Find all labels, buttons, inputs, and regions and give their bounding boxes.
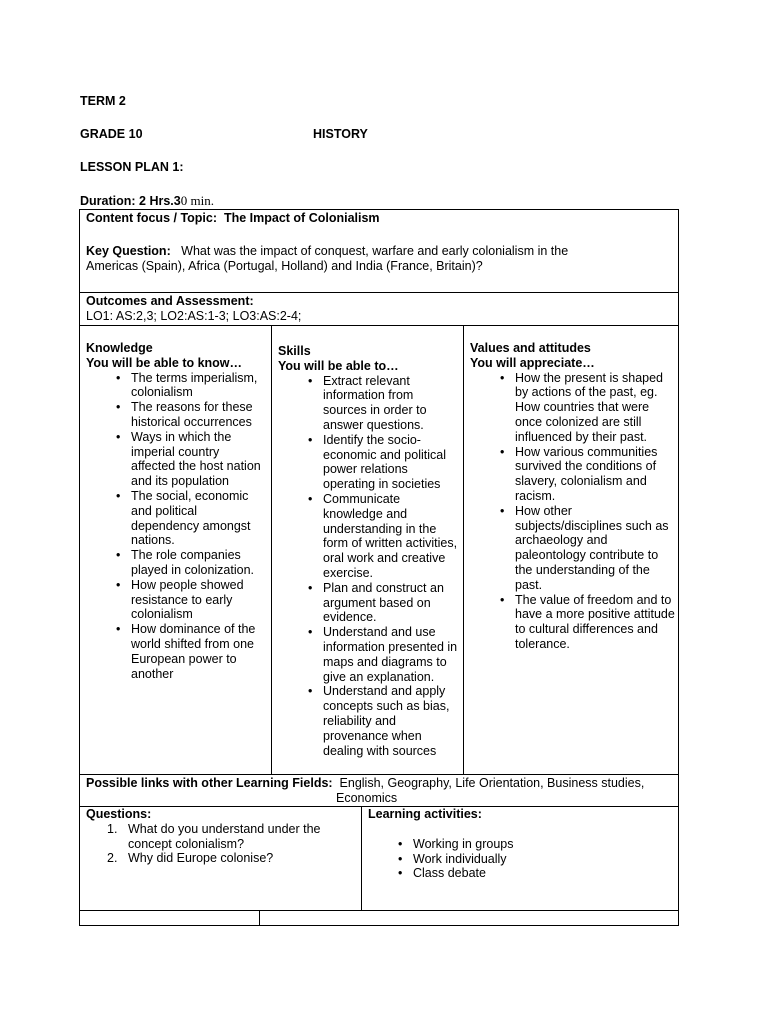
key-question-line [86, 244, 671, 259]
question-number: 2. [107, 851, 118, 866]
skills-item: • Identify the socio-economic and political power relations operating in societies [301, 433, 458, 492]
topic-title: The Impact of Colonialism [223, 211, 380, 225]
knowledge-subtitle: You will be able to know… [86, 355, 243, 370]
knowledge-item: • How dominance of the world shifted from one European power to another [109, 622, 266, 681]
values-item: • The value of freedom and to have a more positive attitude to cultural differences and tolerance. [493, 593, 675, 652]
values-item: • How other subjects/disciplines such as archaeology and paleontology contribute to the understanding of the past. [493, 504, 675, 593]
column-divider [271, 325, 272, 774]
links-fields: English, Geography, Life Orientation, Business studies, [339, 776, 645, 790]
knowledge-item: • The terms imperialism, colonialism [109, 371, 266, 401]
key-question-text: What was the impact of conquest, warfare and early colonialism in the [181, 243, 569, 258]
values-cell [470, 341, 675, 652]
values-item: • How various communities survived the conditions of slavery, colonialism and racism. [493, 445, 675, 504]
content-focus-line [86, 211, 671, 226]
activities-list [368, 837, 673, 881]
duration-heading [80, 193, 214, 209]
row-divider [79, 774, 679, 775]
duration-tail: 0 min. [180, 193, 214, 208]
key-question-label: Key Question: [86, 243, 171, 258]
questions-list [86, 822, 358, 866]
key-question-text-cont: Americas (Spain), Africa (Portugal, Holland) and India (France, Britain)? [86, 258, 483, 273]
links-fields-cont: Economics [336, 790, 398, 805]
question-text: What do you understand under the [128, 821, 321, 836]
term-heading: TERM 2 [80, 94, 126, 108]
knowledge-cell [86, 341, 266, 681]
questions-label: Questions: [86, 807, 152, 821]
knowledge-list [86, 371, 266, 682]
skills-item: • Extract relevant information from sources in order to answer questions. [301, 374, 458, 433]
outcomes-label: Outcomes and Assessment: [86, 294, 254, 308]
question-text-cont: concept colonialism? [128, 836, 245, 851]
values-title: Values and attitudes [470, 341, 591, 355]
question-number: 1. [107, 821, 118, 836]
knowledge-title: Knowledge [86, 341, 153, 355]
outcomes-cell [86, 294, 671, 324]
skills-title: Skills [278, 344, 311, 358]
activities-cell [368, 807, 673, 881]
skills-item: • Communicate knowledge and understanding in the form of written activities, oral work and creative exercise. [301, 492, 458, 581]
lesson-plan-heading: LESSON PLAN 1: [80, 160, 184, 174]
knowledge-item: • Ways in which the imperial country affected the host nation and its population [109, 430, 266, 489]
skills-item: • Understand and apply concepts such as bias, reliability and provenance when dealing with sources [301, 684, 458, 758]
values-list [470, 371, 675, 652]
values-subtitle: You will appreciate… [470, 355, 595, 370]
skills-item: • Understand and use information presented in maps and diagrams to give an explanation. [301, 625, 458, 684]
row-divider [79, 910, 679, 911]
skills-list [278, 374, 458, 759]
activity-item: • Class debate [391, 866, 673, 881]
question-item [86, 822, 358, 852]
question-item [86, 851, 358, 866]
content-focus-cell [86, 211, 671, 273]
column-divider [361, 806, 362, 910]
knowledge-item: • The social, economic and political dependency amongst nations. [109, 489, 266, 548]
links-label: Possible links with other Learning Fields: [86, 776, 333, 790]
column-divider [259, 910, 260, 926]
content-focus-label: Content focus / Topic: [86, 211, 218, 225]
question-text: Why did Europe colonise? [128, 851, 274, 866]
skills-item: • Plan and construct an argument based on evidence. [301, 581, 458, 625]
knowledge-item: • The role companies played in colonization. [109, 548, 266, 578]
knowledge-item: • The reasons for these historical occurrences [109, 400, 266, 430]
row-divider [79, 292, 679, 293]
knowledge-item: • How people showed resistance to early colonialism [109, 578, 266, 622]
skills-subtitle: You will be able to… [278, 358, 399, 373]
outcomes-value: LO1: AS:2,3; LO2:AS:1-3; LO3:AS:2-4; [86, 309, 302, 323]
questions-cell [86, 807, 358, 866]
activities-label: Learning activities: [368, 807, 482, 821]
grade-heading: GRADE 10 [80, 127, 143, 141]
values-item: • How the present is shaped by actions of the past, eg. How countries that were once colonized are still influenced by their past. [493, 371, 675, 445]
skills-cell [278, 344, 458, 758]
links-cell [86, 776, 671, 805]
row-divider [79, 325, 679, 326]
subject-heading: HISTORY [313, 127, 368, 141]
activity-item: • Work individually [391, 852, 673, 867]
links-line [86, 776, 671, 791]
activity-item: • Working in groups [391, 837, 673, 852]
column-divider [463, 325, 464, 774]
duration-label: Duration: 2 Hrs.3 [80, 194, 181, 208]
